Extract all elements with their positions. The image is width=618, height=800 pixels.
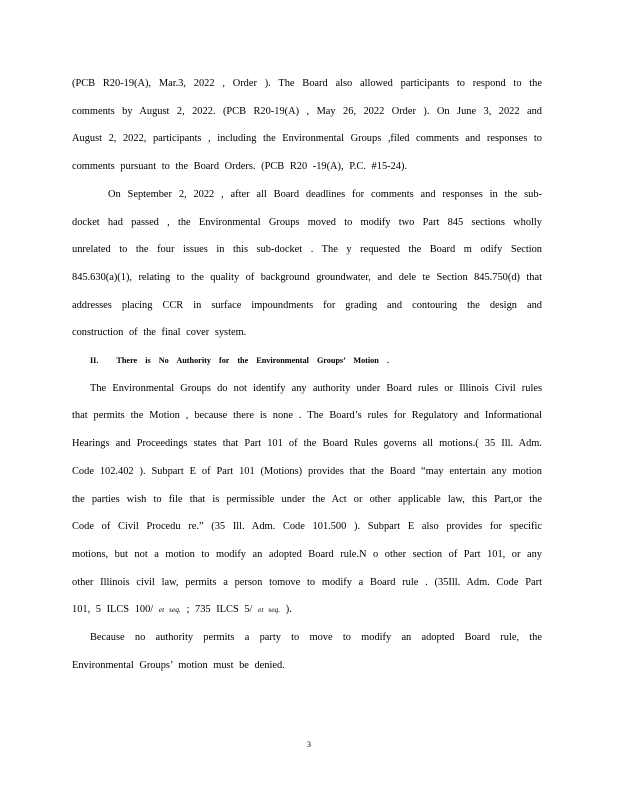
section-heading-text: There is No Authority for the Environmental Groups’ Motion . [116, 356, 389, 366]
paragraph-2: On September 2, 2022 , after all Board deadlines for comments and responses in the sub-docket had passed , the Environmental Groups moved to modify two Part 845 sections wholly unrelated to the four issues in this sub-docket . The y requested the Board m odify Section 845.630(a)(1), relating to the quality of background groundwater, and dele te Section 845.750(d) that addresses placing CCR in surface impoundments for grading and contouring the design and construction of the final cover system. [72, 188, 542, 339]
page-number: 3 [307, 740, 311, 749]
paragraph-3-mid: ; 735 ILCS 5/ [180, 604, 258, 616]
paragraph-3-end: ). [280, 604, 292, 616]
paragraph-3-text: The Environmental Groups do not identify any authority under Board rules or Illinois Civil rules that permits the Motion , because there is none . The Board’s rules for Regulatory and Informational Hearings and Proceedings states that Part 101 of the Board Rules governs all motions.( 35 Ill. Adm. Code 102.402 ). Subpart E of Part 101 (Motions) provides that the Board “may entertain any motion the parties wish to file that is permissible under the Act or other applicable law, this Part,or the Code of Civil Procedu re.” (35 Ill. Adm. Code 101.500 ). Subpart E also provides for specific motions, but not a motion to modify an adopted Board rule.N o other section of Part 101, or any other Illinois civil law, permits a person tomove to modify a Board rule . (35Ill. Adm. Code Part 101, 5 ILCS 100/ [72, 382, 542, 616]
section-heading [72, 347, 542, 375]
citation-et-seq-2: et seq. [258, 605, 281, 615]
section-number: II. [90, 356, 99, 366]
paragraph-3 [72, 375, 542, 624]
body-text [72, 70, 542, 679]
paragraph-1: (PCB R20-19(A), Mar.3, 2022 , Order ). The Board also allowed participants to respond to the comments by August 2, 2022. (PCB R20-19(A) , May 26, 2022 Order ). On June 3, 2022 and August 2, 2022, participants , including the Environmental Groups ,filed comments and responses to comments pursuant to the Board Orders. (PCB R20 -19(A), P.C. #15-24). [72, 78, 542, 173]
citation-et-seq-1: et seq. [158, 605, 181, 615]
paragraph-4: Because no authority permits a party to move to modify an adopted Board rule, the Environmental Groups’ motion must be denied. [72, 632, 542, 671]
